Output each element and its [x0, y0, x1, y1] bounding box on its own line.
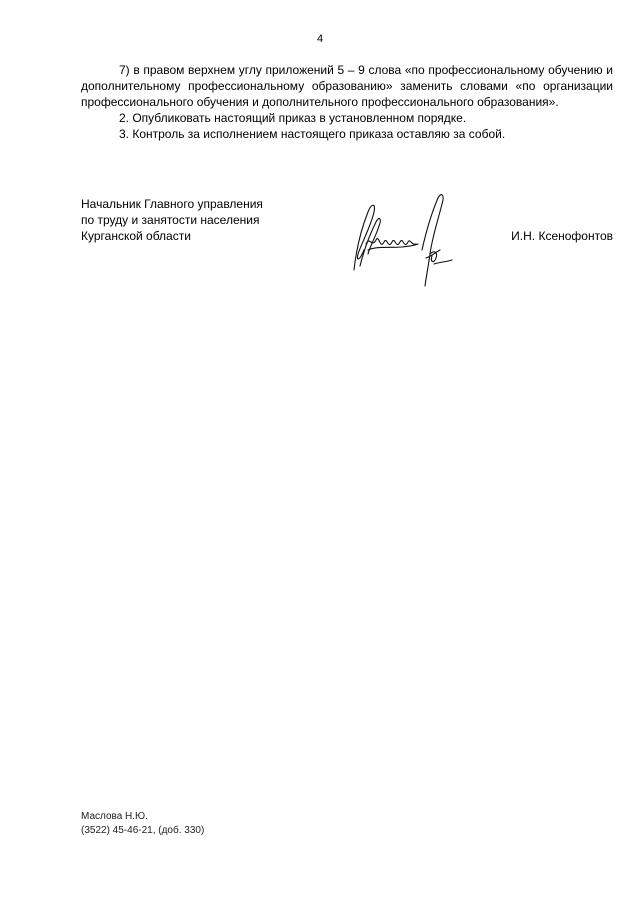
executor-phone: (3522) 45-46-21, (доб. 330) — [81, 825, 205, 836]
executor-name: Маслова Н.Ю. — [81, 811, 148, 822]
signer-name: И.Н. Ксенофонтов — [511, 229, 613, 243]
signature-block — [81, 196, 613, 296]
page-number: 4 — [316, 33, 324, 45]
paragraph-publish: 2. Опубликовать настоящий приказ в установленном порядке. — [119, 111, 467, 125]
position-title-line: по труду и занятости населения — [81, 213, 260, 227]
paragraph-item-7: 7) в правом верхнем углу приложений 5 – 9 слова «по профессиональному обучению и дополнительному профессиональному образованию» заменить словами «по организации профессионального обучения и дополнительного профессионального образования». — [81, 63, 613, 109]
paragraph-control: 3. Контроль за исполнением настоящего приказа оставляю за собой. — [119, 127, 506, 141]
executor-footer — [81, 810, 204, 838]
handwritten-signature — [346, 192, 466, 292]
position-title — [81, 196, 263, 244]
position-title-line: Начальник Главного управления — [81, 197, 263, 211]
document-body — [81, 62, 613, 142]
position-title-line: Курганской области — [81, 229, 191, 243]
